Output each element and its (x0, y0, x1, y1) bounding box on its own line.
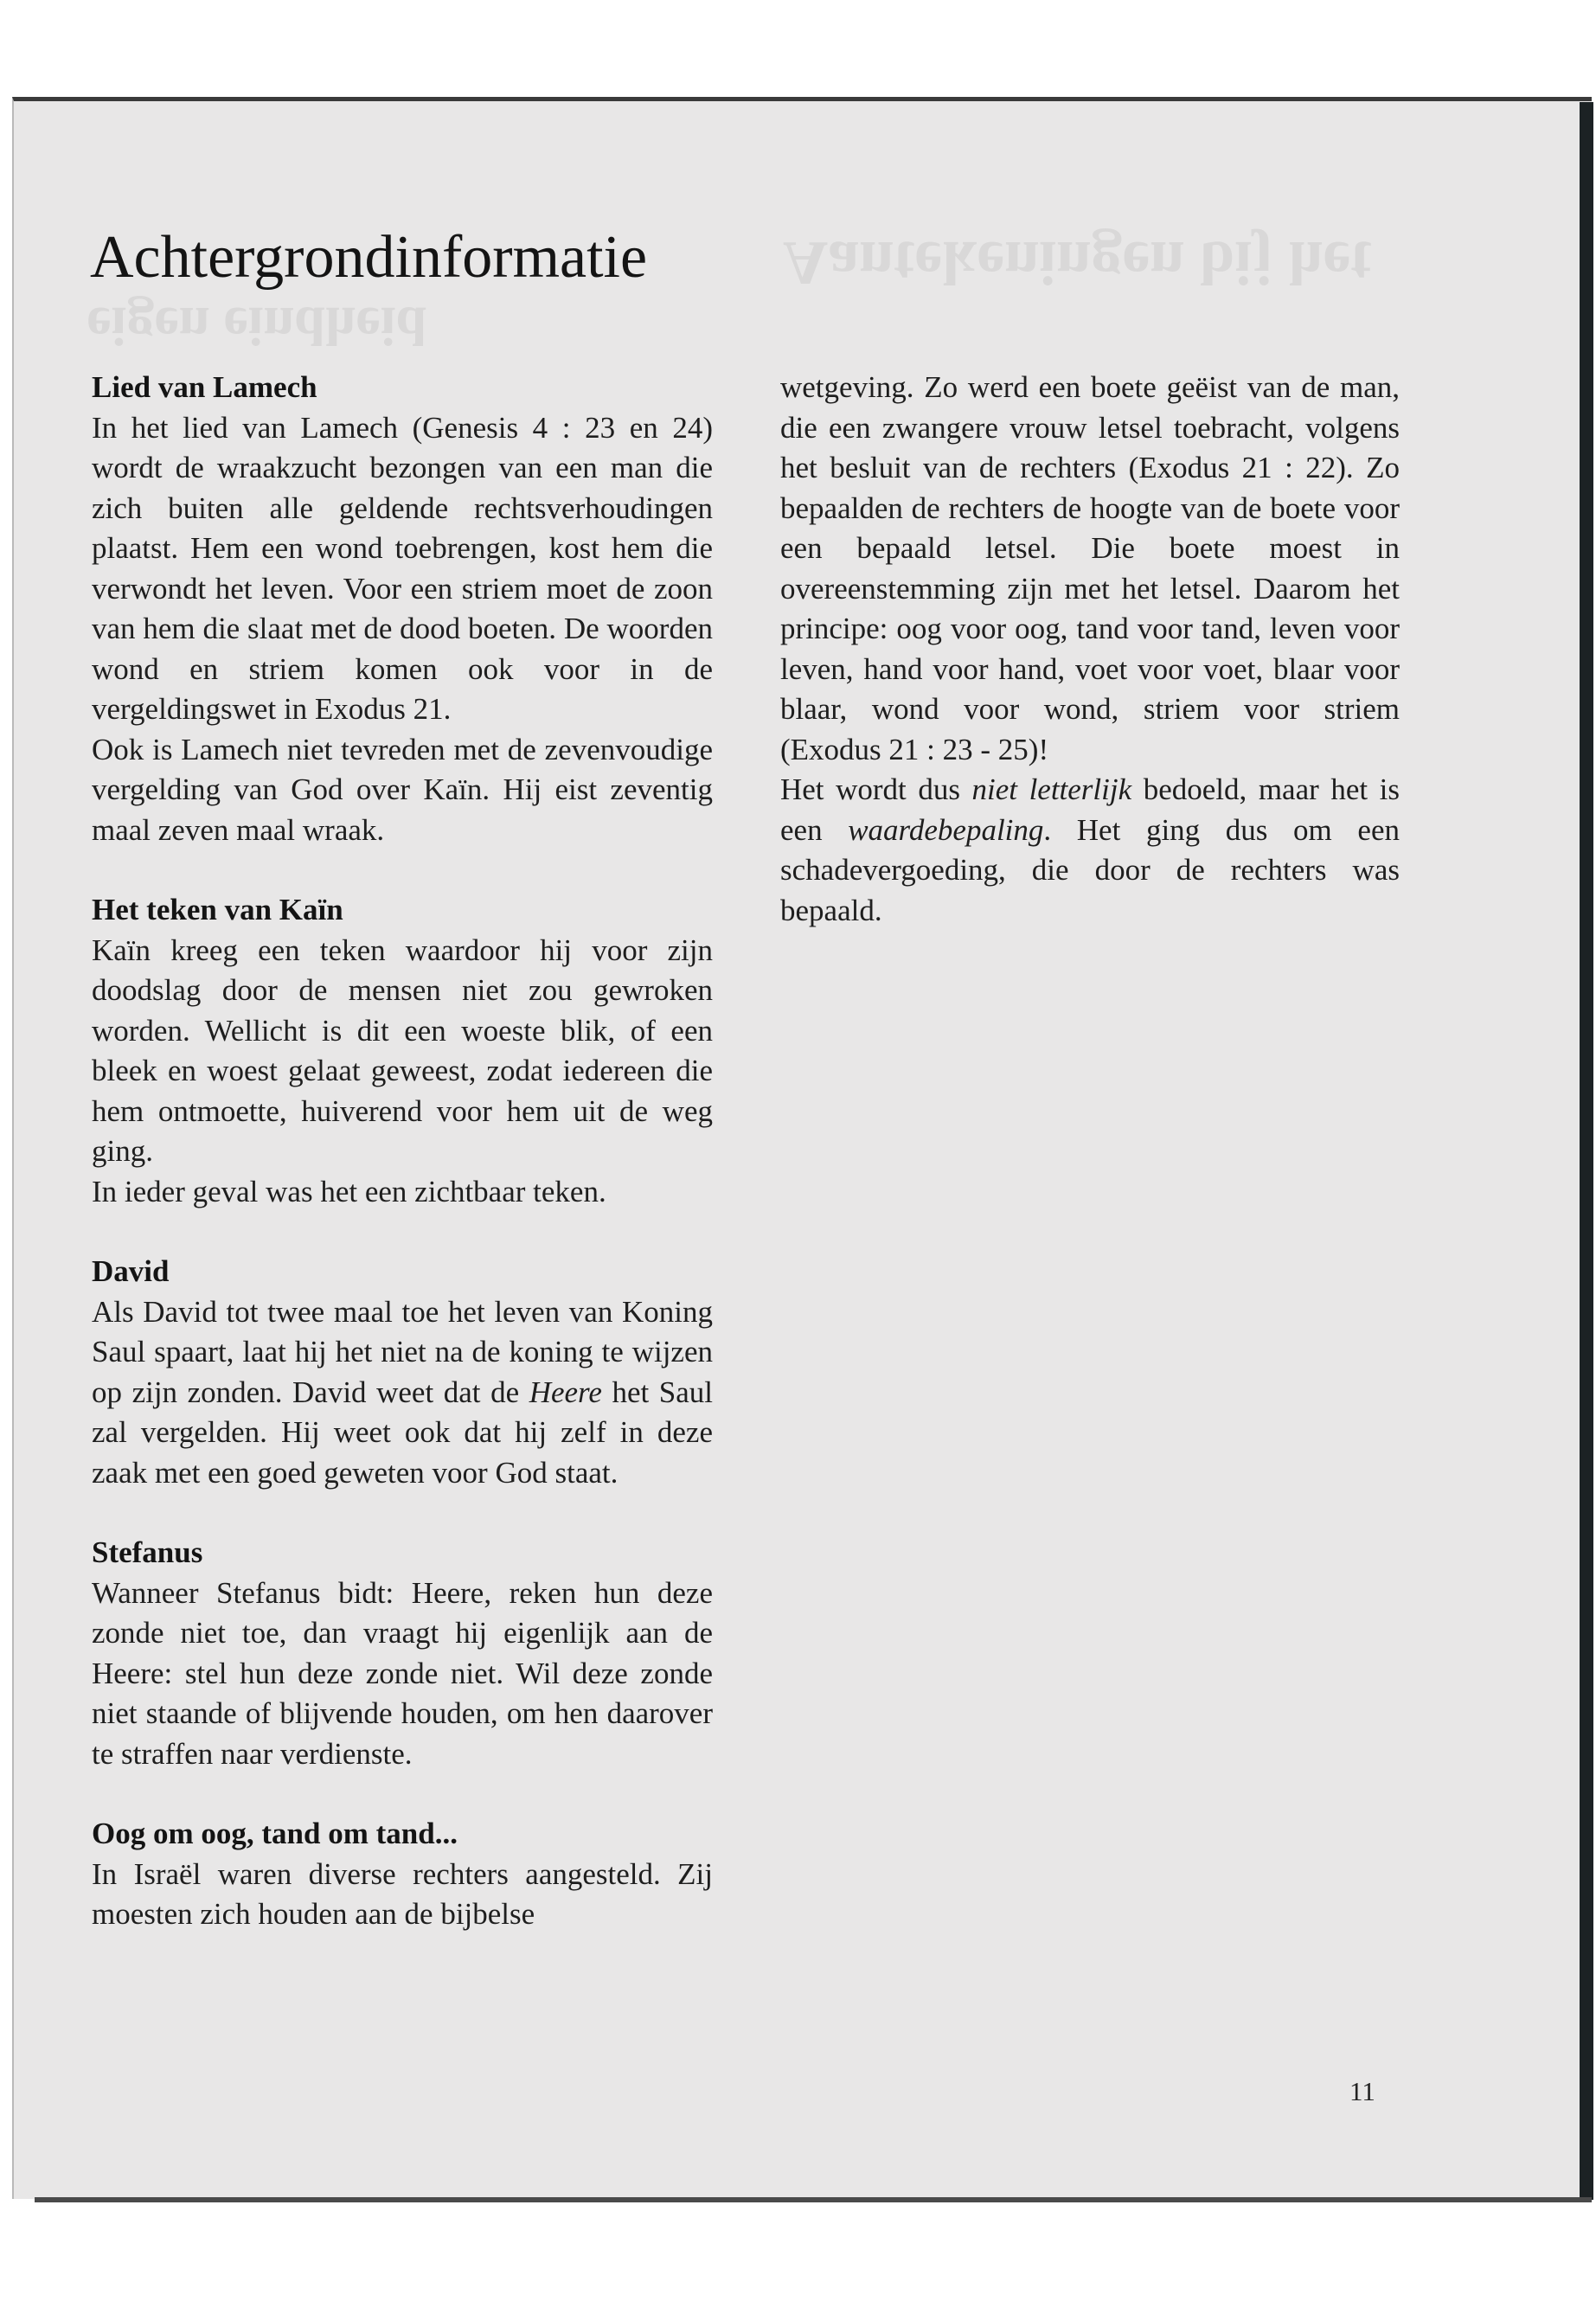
stefanus-paragraph: Wanneer Stefanus bidt: Heere, reken hun deze zonde niet toe, dan vraagt hij eigenlijk aan de Heere: stel hun deze zonde niet. Wil deze zonde niet staande of blijvende houden, om hen daarover te straffen naar verdienste. (92, 1575, 713, 1771)
section-lamech (92, 368, 713, 850)
show-through-right-heading: Aantekeningen bij het (783, 228, 1372, 298)
page-title: Achtergrondinformatie (90, 224, 648, 291)
section-stefanus (92, 1533, 713, 1774)
section-heading-stefanus: Stefanus (92, 1535, 203, 1569)
oog-right-text-b: bedoeld, maar het is een (780, 772, 1400, 847)
lamech-paragraph-2: Ook is Lamech niet tevreden met de zevenvoudige vergelding van God over Kaïn. Hij eist zeventig maal zeven maal wraak. (92, 732, 713, 847)
oog-paragraph-right-1: wetgeving. Zo werd een boete geëist van de man, die een zwangere vrouw letsel toebracht, volgens het besluit van de rechters (Exodus 21 : 22). Zo bepaalden de rechters de hoogte van de boete voor een bepaald letsel. Die boete moest in overeenstemming zijn met het letsel. Daarom het principe: oog voor oog, tand voor tand, leven voor leven, hand voor hand, voet voor voet, blaar voor blaar, wond voor wond, striem voor striem (Exodus 21 : 23 - 25)! (780, 370, 1400, 766)
page-bottom-edge (35, 2197, 1592, 2202)
section-heading-lamech: Lied van Lamech (92, 370, 317, 404)
section-heading-oog: Oog om oog, tand om tand... (92, 1817, 458, 1850)
section-heading-kain: Het teken van Kaïn (92, 893, 343, 926)
right-column (780, 368, 1400, 931)
oog-right-italic-2: waardebepaling (848, 812, 1044, 847)
page-binding-edge (1580, 102, 1593, 2200)
oog-paragraph-left: In Israël waren diverse rechters aangesteld. Zij moesten zich houden aan de bijbelse (92, 1856, 713, 1931)
kain-paragraph-1: Kaïn kreeg een teken waardoor hij voor zijn doodslag door de mensen niet zou gewroken worden. Wellicht is dit een woeste blik, of een bleek en woest gelaat geweest, zodat iedereen die hem ontmoette, huiverend voor hem uit de weg ging. (92, 933, 713, 1168)
section-oog (92, 1814, 713, 1935)
kain-paragraph-2: In ieder geval was het een zichtbaar teken. (92, 1174, 606, 1208)
oog-right-text-c: . Het ging dus om een schadevergoeding, die door de rechters was bepaald. (780, 812, 1400, 927)
section-kain (92, 890, 713, 1212)
left-column (92, 368, 713, 1975)
david-paragraph (92, 1292, 713, 1494)
david-text-a: Als David tot twee maal toe het leven van Koning Saul spaart, laat hij het niet na de koning te wijzen op zijn zonden. David weet dat de (92, 1294, 713, 1409)
section-david (92, 1252, 713, 1493)
oog-right-text-a: Het wordt dus (780, 772, 972, 806)
david-text-b: het Saul zal vergelden. Hij weet ook dat hij zelf in deze zaak met een goed geweten voor God staat. (92, 1375, 714, 1490)
page-number: 11 (1349, 2076, 1375, 2106)
section-heading-david: David (92, 1254, 170, 1288)
oog-right-italic-1: niet letterlijk (971, 772, 1132, 806)
show-through-left-heading: eigen eindheid (87, 296, 426, 357)
david-text-italic: Heere (529, 1375, 602, 1409)
oog-paragraph-right-2 (780, 770, 1400, 931)
lamech-paragraph-1: In het lied van Lamech (Genesis 4 : 23 en 24) wordt de wraakzucht bezongen van een man die zich buiten alle geldende rechtsverhoudingen plaatst. Hem een wond toebrengen, kost hem die verwondt het leven. Voor een striem moet de zoon van hem die slaat met de dood boeten. De woorden wond en striem komen ook voor in de vergeldingswet in Exodus 21. (92, 410, 713, 726)
